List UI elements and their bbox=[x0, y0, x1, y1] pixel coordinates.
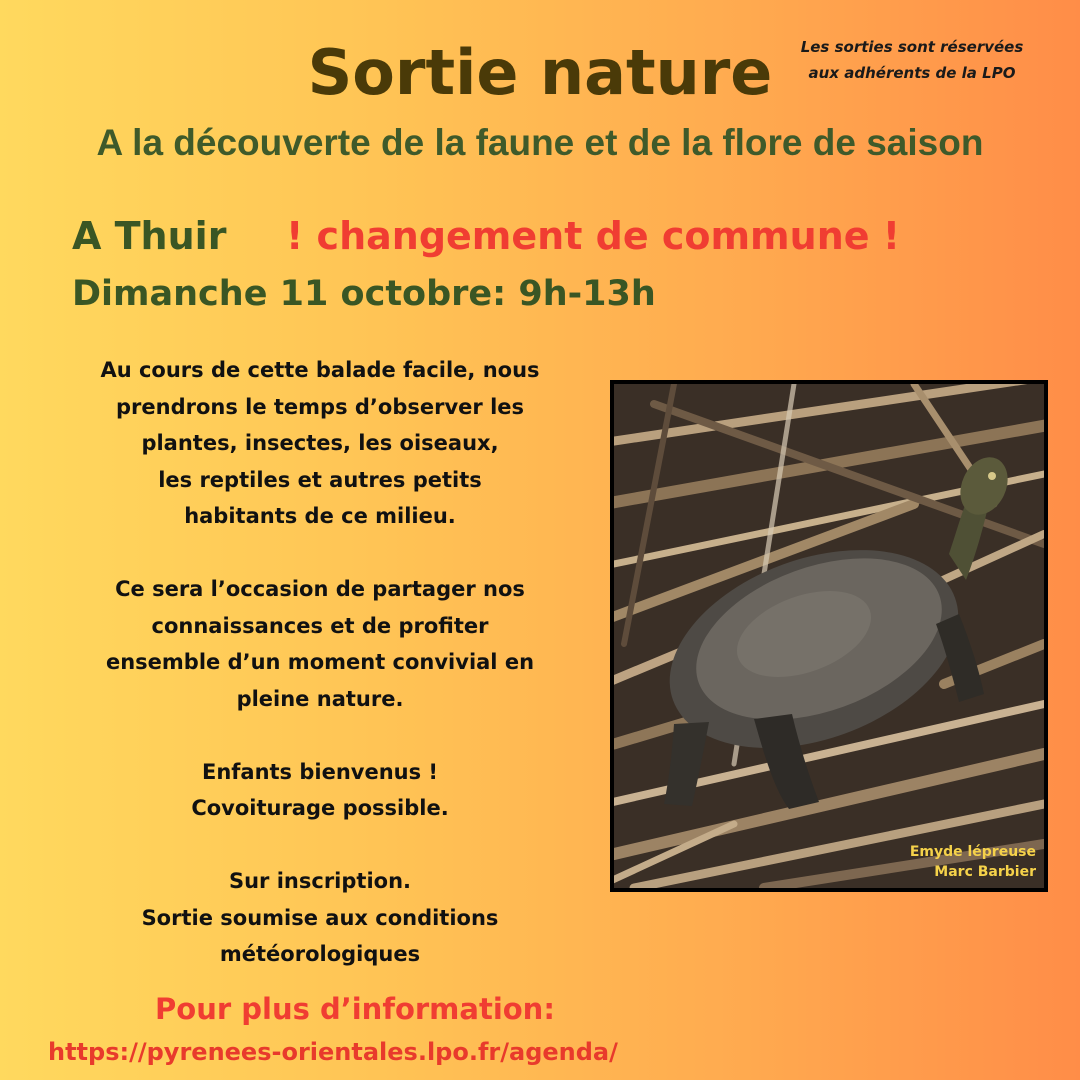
caption-species: Emyde lépreuse bbox=[909, 844, 1036, 860]
desc-line: Covoiturage possible. bbox=[191, 796, 449, 820]
desc-line: Au cours de cette balade facile, nous bbox=[100, 358, 540, 382]
desc-line: Ce sera l’occasion de partager nos bbox=[115, 577, 525, 601]
desc-line: Enfants bienvenus ! bbox=[201, 759, 439, 784]
agenda-link[interactable]: https://pyrenees-orientales.lpo.fr/agenda/ bbox=[48, 1038, 618, 1066]
title-text: Sortie nature bbox=[307, 36, 773, 109]
desc-line: habitants de ce milieu. bbox=[184, 504, 456, 528]
desc-line: connaissances et de profiter bbox=[151, 613, 489, 638]
paragraph-gap bbox=[60, 827, 580, 864]
turtle-photo bbox=[610, 380, 1048, 892]
membership-notice bbox=[772, 34, 1052, 86]
event-date: Dimanche 11 octobre: 9h-13h bbox=[72, 274, 656, 314]
info-label: Pour plus d’information: bbox=[155, 992, 555, 1026]
desc-line: les reptiles et autres petits bbox=[158, 467, 482, 492]
notice-line-1: Les sorties sont réservées bbox=[800, 38, 1024, 56]
desc-line: prendrons le temps d’observer les bbox=[115, 394, 525, 419]
paragraph-gap bbox=[60, 535, 580, 572]
desc-line: Sortie soumise aux conditions bbox=[141, 905, 499, 930]
photo-credit bbox=[910, 842, 1036, 882]
desc-line: météorologiques bbox=[219, 942, 421, 966]
subtitle: A la découverte de la faune et de la flore de saison bbox=[96, 122, 984, 163]
turtle-illustration bbox=[614, 384, 1044, 888]
desc-line: ensemble d’un moment convivial en bbox=[105, 650, 535, 674]
desc-line: Sur inscription. bbox=[228, 869, 412, 893]
paragraph-gap bbox=[60, 717, 580, 754]
event-location: A Thuir bbox=[72, 214, 227, 258]
notice-line-2: aux adhérents de la LPO bbox=[808, 64, 1016, 82]
description bbox=[60, 352, 580, 973]
desc-line: pleine nature. bbox=[236, 686, 404, 711]
caption-author: Marc Barbier bbox=[934, 864, 1036, 880]
desc-line: plantes, insectes, les oiseaux, bbox=[141, 431, 499, 455]
change-notice: ! changement de commune ! bbox=[286, 214, 901, 258]
